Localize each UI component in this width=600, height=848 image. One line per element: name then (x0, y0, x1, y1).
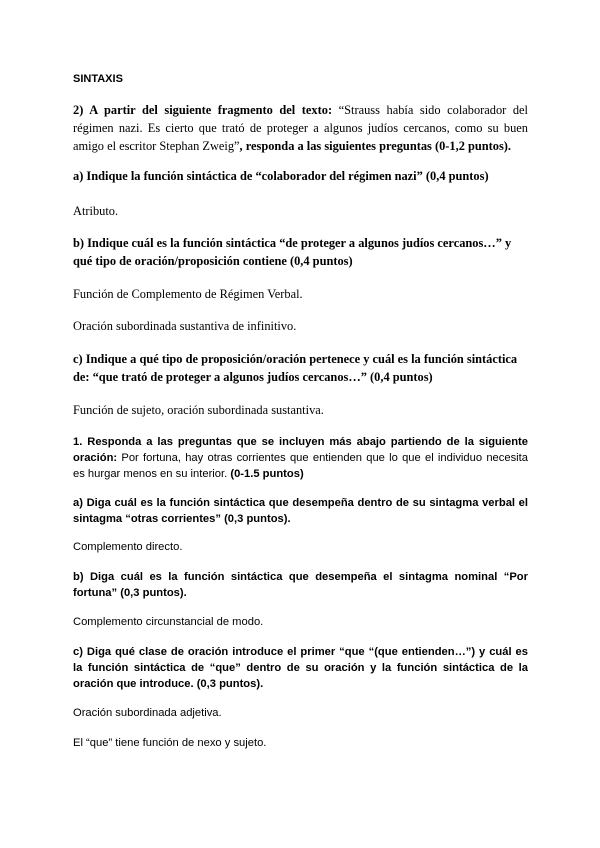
answer-2b-2: Oración subordinada sustantiva de infinitivo. (73, 319, 297, 333)
answer-1b: Complemento circunstancial de modo. (73, 616, 264, 628)
question-2a: a) Indique la función sintáctica de “colaborador del régimen nazi” (0,4 puntos) (73, 169, 489, 183)
answer-2b-1: Función de Complemento de Régimen Verbal. (73, 287, 303, 301)
question-2-instruction: , responda a las siguientes preguntas (0-1,2 puntos). (239, 139, 512, 153)
answer-1c-2: El “que” tiene función de nexo y sujeto. (73, 737, 267, 749)
answer-2a: Atributo. (73, 204, 119, 218)
question-1a: a) Diga cuál es la función sintáctica que desempeña dentro de su sintagma verbal el sintagma “otras corrientes” (0,3 puntos). (73, 497, 528, 525)
question-1-lead: 1. Responda a las preguntas que se incluyen más abajo partiendo de la siguiente oración: (73, 436, 528, 464)
question-1-intro (73, 434, 528, 482)
question-2-lead: 2) A partir del siguiente fragmento del texto: (73, 103, 333, 117)
question-1c: c) Diga qué clase de oración introduce el primer “que “(que entienden…”) y cuál es la función sintáctica de “que” dentro de su oración y la función sintáctica de la oración que introduce. (0,3 puntos). (73, 646, 528, 690)
question-2b: b) Indique cuál es la función sintáctica “de proteger a algunos judíos cercanos…” y qué tipo de oración/proposición contiene (0,4 puntos) (73, 236, 512, 268)
answer-1c-1: Oración subordinada adjetiva. (73, 707, 222, 719)
question-1b: b) Diga cuál es la función sintáctica que desempeña el sintagma nominal “Por fortuna” (0,3 puntos). (73, 571, 528, 599)
question-1-points: (0-1.5 puntos) (227, 468, 304, 480)
question-2-quote: “Strauss había sido colaborador del régimen nazi. Es cierto que trató de proteger a algunos judíos cercanos, como su buen amigo el escritor Stephan Zweig” (73, 103, 528, 153)
answer-2c: Función de sujeto, oración subordinada sustantiva. (73, 403, 324, 417)
question-2c: c) Indique a qué tipo de proposición/oración pertenece y cuál es la función sintáctica de: “que trató de proteger a algunos judíos cercanos…” (0,4 puntos) (73, 352, 518, 384)
question-1-sentence: Por fortuna, hay otras corrientes que entienden que lo que el individuo necesita es hurgar menos en su interior. (73, 452, 528, 480)
section-heading: SINTAXIS (73, 73, 123, 85)
question-2-intro (73, 101, 528, 155)
answer-1a: Complemento directo. (73, 541, 183, 553)
